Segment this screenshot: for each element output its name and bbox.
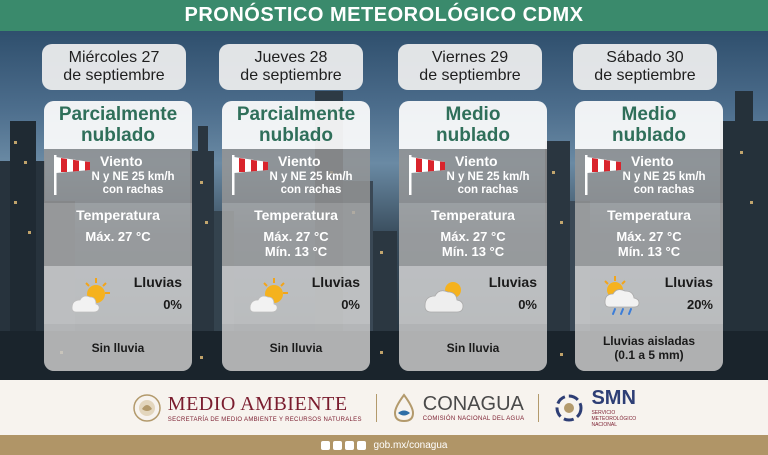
temperature-label: Temperatura <box>76 207 160 223</box>
smn-logo <box>553 387 636 428</box>
rain-probability: 0% <box>518 297 537 312</box>
smn-swirl-icon <box>553 393 585 423</box>
wind-text: N y NE 25 km/h con rachas <box>91 171 175 196</box>
rain-label: Lluvias <box>664 274 713 290</box>
temperature-section <box>44 203 192 266</box>
divider <box>376 394 377 422</box>
sun-cloud-icon <box>66 274 114 316</box>
sun-cloud-icon <box>244 274 292 316</box>
page-title: PRONÓSTICO METEOROLÓGICO CDMX <box>0 0 768 31</box>
temperature-value: Máx. 27 °C Mín. 13 °C <box>440 229 506 259</box>
condition-label: Parcialmente nublado <box>44 101 192 149</box>
forecast-card-2 <box>399 101 547 371</box>
medio-ambiente-title: MEDIO AMBIENTE <box>167 392 348 415</box>
conagua-subtitle: COMISIÓN NACIONAL DEL AGUA <box>422 416 525 422</box>
rain-note: Sin lluvia <box>44 324 192 371</box>
national-seal-icon <box>132 393 162 423</box>
smn-subtitle: SERVICIO METEOROLÓGICO NACIONAL <box>591 410 637 428</box>
date-label-3: Sábado 30 de septiembre <box>573 44 717 90</box>
youtube-icon[interactable] <box>357 441 366 450</box>
rain-label: Lluvias <box>133 274 182 290</box>
wind-text: N y NE 25 km/h con rachas <box>622 171 706 196</box>
rain-label: Lluvias <box>311 274 360 290</box>
wind-label: Viento <box>631 153 674 169</box>
social-bar <box>0 435 768 455</box>
temperature-section <box>399 203 547 266</box>
wind-section <box>44 149 192 203</box>
divider <box>538 394 539 422</box>
date-label-1: Jueves 28 de septiembre <box>219 44 363 90</box>
forecast-card-3 <box>575 101 723 371</box>
temperature-label: Temperatura <box>254 207 338 223</box>
condition-label: Parcialmente nublado <box>222 101 370 149</box>
forecast-card-0 <box>44 101 192 371</box>
rain-probability: 0% <box>341 297 360 312</box>
temperature-value: Máx. 27 °C Mín. 13 °C <box>616 229 682 259</box>
medio-ambiente-logo <box>132 393 362 423</box>
cloud-sun-icon <box>421 274 469 316</box>
wind-label: Viento <box>100 153 143 169</box>
wind-label: Viento <box>278 153 321 169</box>
wind-section <box>222 149 370 203</box>
rain-note: Sin lluvia <box>399 324 547 371</box>
website-link[interactable]: gob.mx/conagua <box>373 439 448 451</box>
rain-section <box>222 266 370 324</box>
rain-section <box>44 266 192 324</box>
date-label-0: Miércoles 27 de septiembre <box>42 44 186 90</box>
conagua-title: CONAGUA <box>422 393 524 415</box>
temperature-label: Temperatura <box>607 207 691 223</box>
rain-probability: 20% <box>686 297 713 312</box>
rain-label: Lluvias <box>488 274 537 290</box>
temperature-section <box>222 203 370 266</box>
facebook-icon[interactable] <box>321 441 330 450</box>
temperature-value: Máx. 27 °C Mín. 13 °C <box>263 229 329 259</box>
conagua-drop-icon <box>391 393 417 423</box>
temperature-label: Temperatura <box>431 207 515 223</box>
condition-label: Medio nublado <box>399 101 547 149</box>
instagram-icon[interactable] <box>345 441 354 450</box>
forecast-card-1 <box>222 101 370 371</box>
wind-section <box>399 149 547 203</box>
wind-label: Viento <box>455 153 498 169</box>
medio-ambiente-subtitle: SECRETARÍA DE MEDIO AMBIENTE Y RECURSOS NATURALES <box>167 416 362 423</box>
conagua-logo <box>391 393 525 423</box>
footer-logos <box>0 380 768 435</box>
rain-section <box>575 266 723 324</box>
rain-note: Lluvias aisladas (0.1 a 5 mm) <box>575 324 723 371</box>
wind-text: N y NE 25 km/h con rachas <box>269 171 353 196</box>
temperature-section <box>575 203 723 266</box>
rain-probability: 0% <box>163 297 182 312</box>
condition-label: Medio nublado <box>575 101 723 149</box>
date-label-2: Viernes 29 de septiembre <box>398 44 542 90</box>
rain-cloud-icon <box>597 274 645 316</box>
rain-section <box>399 266 547 324</box>
smn-title: SMN <box>591 387 636 409</box>
temperature-value: Máx. 27 °C <box>85 229 151 244</box>
wind-text: N y NE 25 km/h con rachas <box>446 171 530 196</box>
rain-note: Sin lluvia <box>222 324 370 371</box>
twitter-icon[interactable] <box>333 441 342 450</box>
wind-section <box>575 149 723 203</box>
